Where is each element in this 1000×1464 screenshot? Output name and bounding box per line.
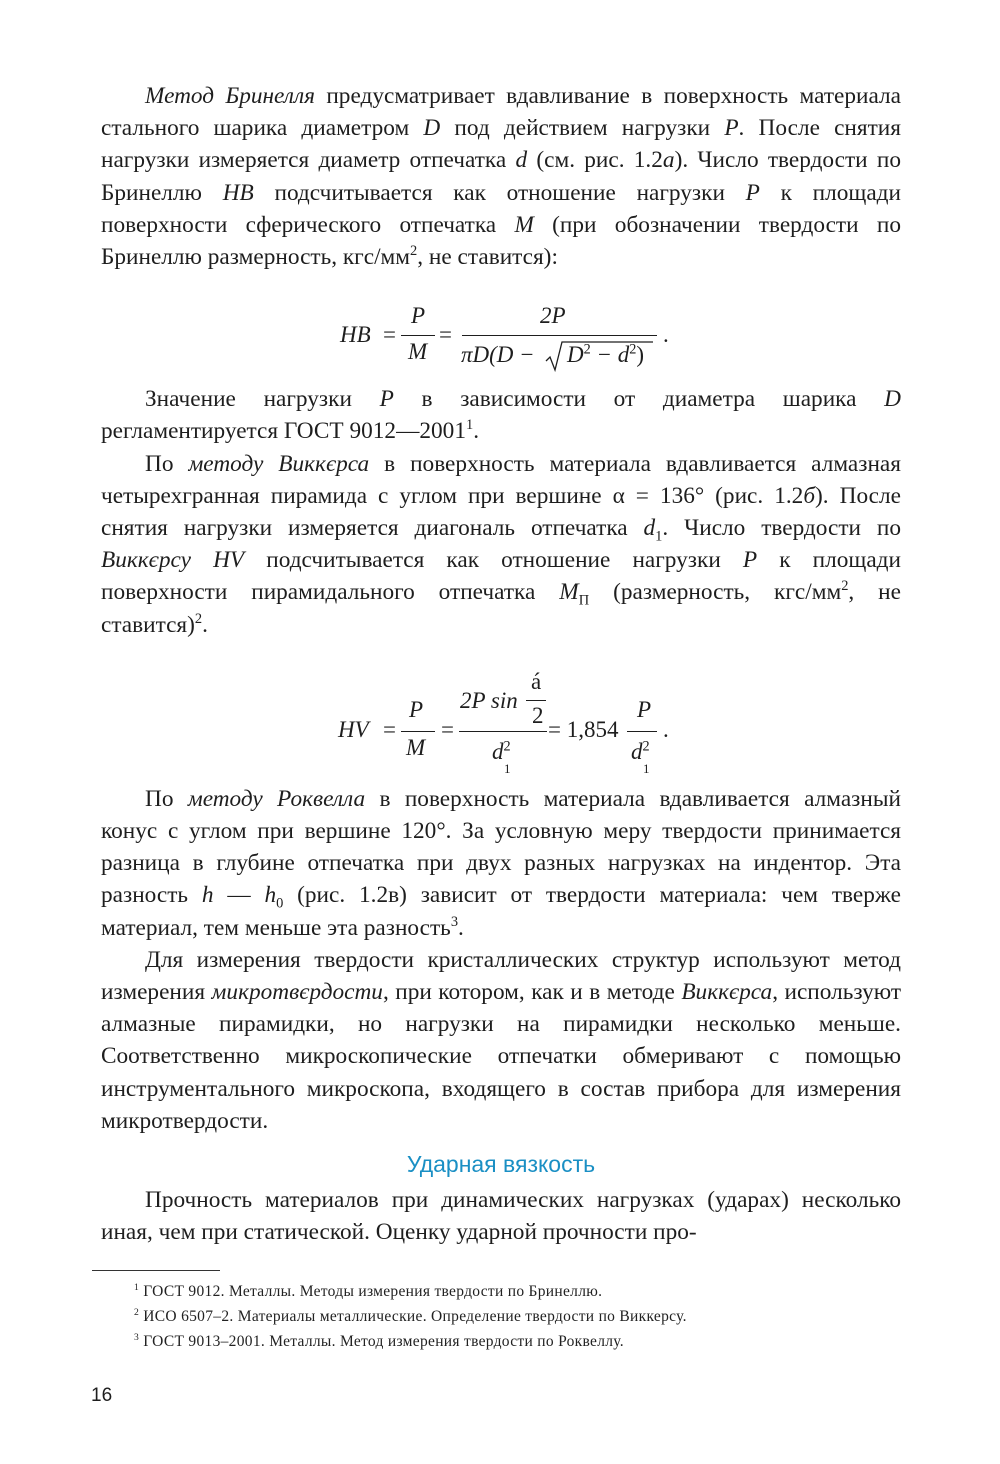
page-number: 16 (91, 1385, 113, 1406)
page-content (101, 80, 901, 1354)
footnote-3: $^3$ ГОСТ 9013–2001. Металлы. Метод измерения твердости по Роквеллу. (134, 1332, 624, 1351)
paragraph-impact: Прочность материалов при динамических нагрузках (ударах) несколько иная, чем при статической. Оценку ударной прочности про- (101, 1187, 901, 1246)
formula-hv: HV = P M = 2P sin á 2 $d^2$ 1 = 1,854 P $d^2$ 1 . (338, 668, 669, 776)
section-title: Ударная вязкость (406, 1151, 596, 1178)
footnote-2: $^2$ ИСО 6507–2. Материалы металлические. Определение твердости по Виккерсу. (134, 1307, 687, 1326)
footnote-1: $^1$ ГОСТ 9012. Металлы. Методы измерения твердости по Бринеллю. (134, 1282, 603, 1301)
paragraph-microhardness: Для измерения твердости кристаллических структур используют метод измерения микротвєрдости, при котором, как и в методе Виккєрса, используют алмазные пирамидки, но нагрузки на пирамидки несколько меньше. Соответственно микроскопические отпечатки обмеривают с помощью инструментального микроскопа, входящего в состав прибора для измерения микротвердости. (101, 946, 902, 1134)
paragraph-vickers: По методу Виккєрса в поверхность материала вдавливается алмазная четырехгранная пирамида с углом при вершине α = 136° (рис. 1.2б). После снятия нагрузки измеряется диагональ отпечатка $d_1$. Число твердости по Виккєрсу HV подсчитывается как отношение нагрузки P к площади поверхности пирамидального отпечатка $M_П$ (размерность, кгс/$мм^2$, не ставится)$^2$. (101, 450, 901, 638)
footnote-divider (92, 1270, 220, 1271)
paragraph-load-standard: Значение нагрузки P в зависимости от диаметра шарика D регламентируется ГОСТ 9012—2001$^1$. (101, 386, 901, 445)
formula-hb: HB = P M = 2P πD(D − $D^2 - d^2$) . (101, 287, 901, 379)
paragraph-brinell: Метод Бринелля предусматривает вдавливание в поверхность материала стального шарика диаметром D под действием нагрузки P. После снятия нагрузки измеряется диаметр отпечатка d (см. рис. 1.2а). Число твердости по Бринеллю HB подсчитывается как отношение нагрузки P к площади поверхности сферического отпечатка M (при обозначении твердости по Бринеллю размерность, кгс/$мм^2$, не ставится): (101, 83, 901, 271)
paragraph-rockwell: По методу Роквелла в поверхность материала вдавливается алмазный конус с углом при вершине 120°. За условную меру твердости принимается разница в глубине отпечатка при двух разных нагрузках на индентор. Эта разность h — $h_0$ (рис. 1.2в) зависит от твердости материала: чем тверже материал, тем меньше эта разность$^3$. (101, 785, 902, 941)
